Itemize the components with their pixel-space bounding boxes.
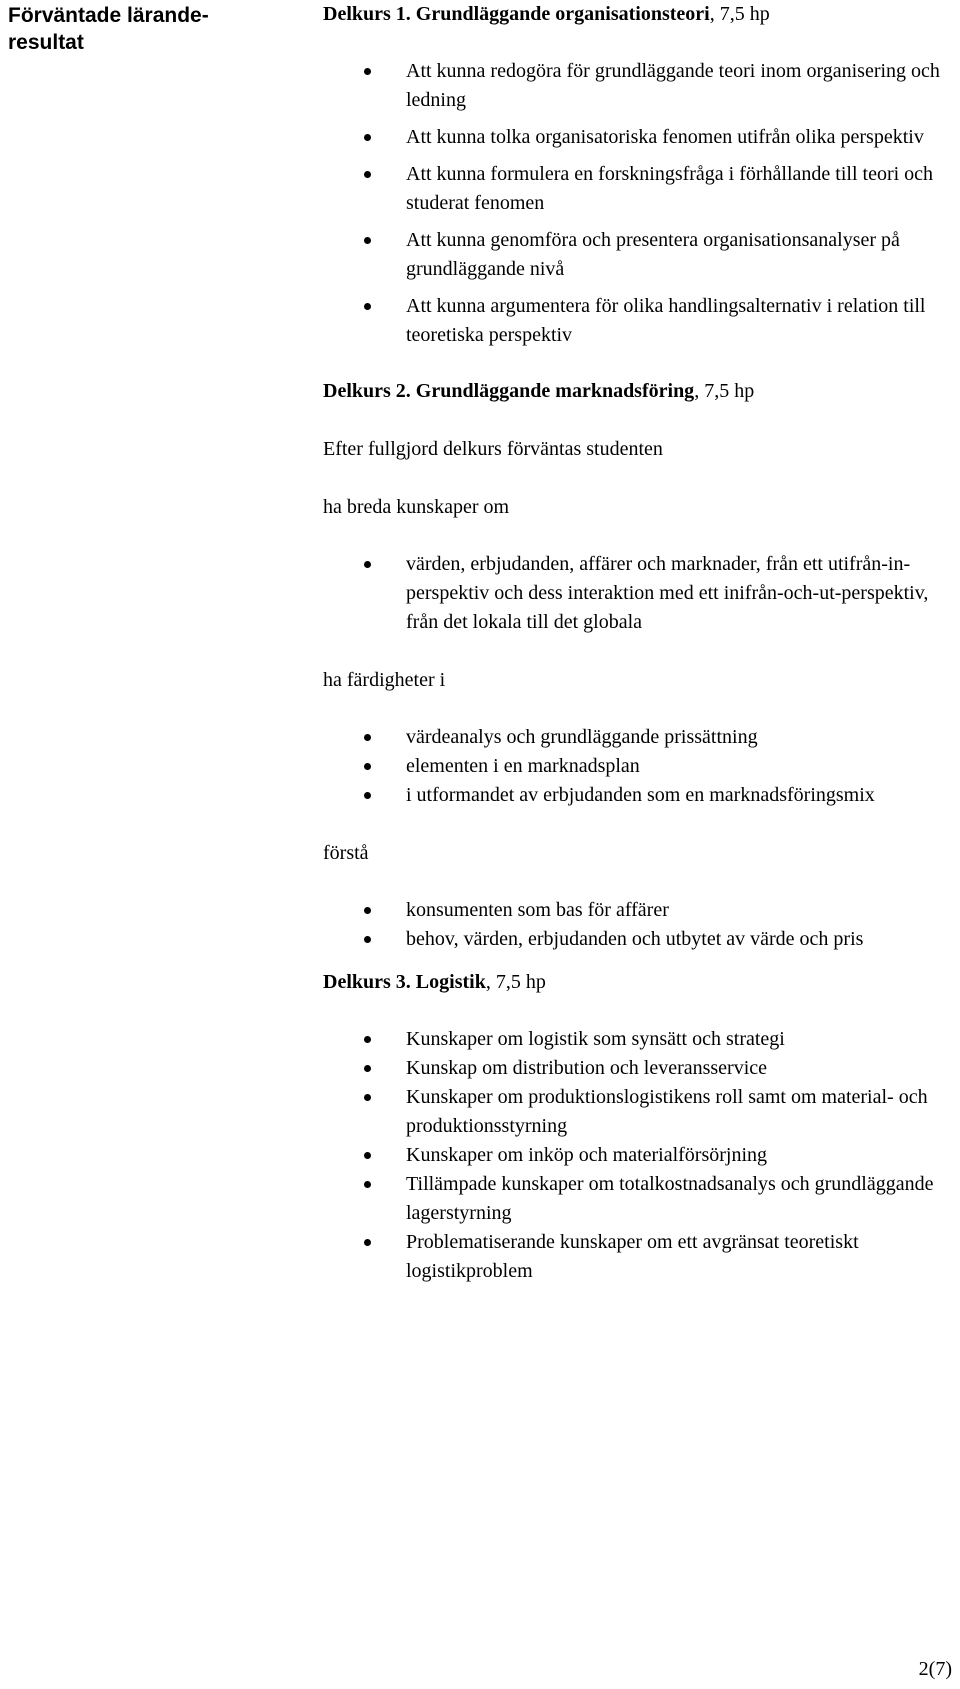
bullet-list-delkurs-1	[323, 57, 953, 350]
bullet-icon	[364, 68, 371, 75]
group-lead: ha färdigheter i	[323, 669, 446, 691]
section-prefix: Delkurs 2.	[323, 380, 416, 402]
section-prefix: Delkurs 1.	[323, 3, 416, 25]
list-item-text: konsumenten som bas för affärer	[406, 899, 669, 921]
list-item	[323, 1054, 953, 1083]
section-title: Grundläggande marknadsföring	[415, 380, 695, 402]
bullet-icon	[364, 1036, 371, 1043]
bullet-icon	[364, 792, 371, 799]
bullet-icon	[364, 1239, 371, 1246]
bullet-icon	[364, 134, 371, 141]
list-item-text: Att kunna argumentera för olika handlingsalternativ i relation till teoretiska perspektiv	[406, 295, 926, 346]
list-item-text: Tillämpade kunskaper om totalkostnadsanalys och grundläggande lagerstyrning	[406, 1173, 934, 1224]
section-prefix: Delkurs 3.	[323, 971, 416, 993]
list-item-text: Att kunna redogöra för grundläggande teori inom organisering och ledning	[406, 60, 940, 111]
bullet-list-delkurs-3	[323, 1025, 953, 1286]
list-item-text: elementen i en marknadsplan	[406, 755, 640, 777]
list-item	[323, 550, 953, 637]
bullet-icon	[364, 907, 371, 914]
bullet-icon	[364, 1181, 371, 1188]
side-heading	[8, 2, 258, 56]
section-credits: , 7,5 hp	[709, 3, 770, 25]
list-item-text: Kunskaper om inköp och materialförsörjning	[406, 1144, 768, 1166]
list-item	[323, 1141, 953, 1170]
list-item	[323, 1170, 953, 1228]
section-title: Grundläggande organisationsteori	[415, 3, 710, 25]
bullet-icon	[364, 561, 371, 568]
bullet-list-knowledge	[323, 550, 953, 637]
list-item-text: Problematiserande kunskaper om ett avgränsat teoretiskt logistikproblem	[406, 1231, 859, 1282]
list-item	[323, 1025, 953, 1054]
section-credits: , 7,5 hp	[485, 971, 546, 993]
group-lead: förstå	[323, 842, 369, 864]
list-item	[323, 1228, 953, 1286]
list-item-text: värdeanalys och grundläggande prissättning	[406, 726, 758, 748]
list-item	[323, 752, 953, 781]
list-item-text: Att kunna formulera en forskningsfråga i förhållande till teori och studerat fenomen	[406, 163, 934, 214]
list-item-text: behov, värden, erbjudanden och utbytet av värde och pris	[406, 928, 864, 950]
list-item-text: i utformandet av erbjudanden som en marknadsföringsmix	[406, 784, 875, 806]
list-item	[323, 723, 953, 752]
bullet-icon	[364, 303, 371, 310]
bullet-icon	[364, 936, 371, 943]
list-item	[323, 925, 953, 954]
section-heading-delkurs-1	[323, 0, 953, 29]
list-item-text: värden, erbjudanden, affärer och marknader, från ett utifrån-in-perspektiv och dess interaktion med ett inifrån-och-ut-perspektiv, från det lokala till det globala	[406, 553, 929, 633]
list-item	[323, 1083, 953, 1141]
bullet-icon	[364, 1152, 371, 1159]
bullet-icon	[364, 237, 371, 244]
section-heading-delkurs-3	[323, 968, 953, 997]
bullet-icon	[364, 1094, 371, 1101]
list-item-text: Att kunna tolka organisatoriska fenomen utifrån olika perspektiv	[406, 126, 924, 148]
group-lead: ha breda kunskaper om	[323, 496, 510, 518]
section-credits: , 7,5 hp	[694, 380, 755, 402]
bullet-icon	[364, 734, 371, 741]
bullet-list-skills	[323, 723, 953, 810]
side-heading-line-1: Förväntade lärande-	[8, 4, 209, 27]
side-heading-line-2: resultat	[8, 31, 84, 54]
bullet-icon	[364, 763, 371, 770]
list-item	[323, 160, 953, 218]
list-item-text: Kunskaper om produktionslogistikens roll samt om material- och produktionsstyrning	[406, 1086, 928, 1137]
section-heading-delkurs-2	[323, 377, 953, 406]
list-item	[323, 781, 953, 810]
list-item-text: Kunskap om distribution och leveransservice	[406, 1057, 768, 1079]
list-item	[323, 896, 953, 925]
list-item	[323, 226, 953, 284]
list-item-text: Att kunna genomföra och presentera organisationsanalyser på grundläggande nivå	[406, 229, 900, 280]
bullet-list-understanding	[323, 896, 953, 954]
content	[323, 0, 953, 1286]
bullet-icon	[364, 1065, 371, 1072]
section-intro: Efter fullgjord delkurs förväntas studenten	[323, 438, 663, 460]
list-item	[323, 57, 953, 115]
bullet-icon	[364, 171, 371, 178]
section-title: Logistik	[415, 971, 486, 993]
list-item-text: Kunskaper om logistik som synsätt och strategi	[406, 1028, 785, 1050]
list-item	[323, 123, 953, 152]
list-item	[323, 292, 953, 350]
page-number: 2(7)	[918, 1658, 952, 1680]
